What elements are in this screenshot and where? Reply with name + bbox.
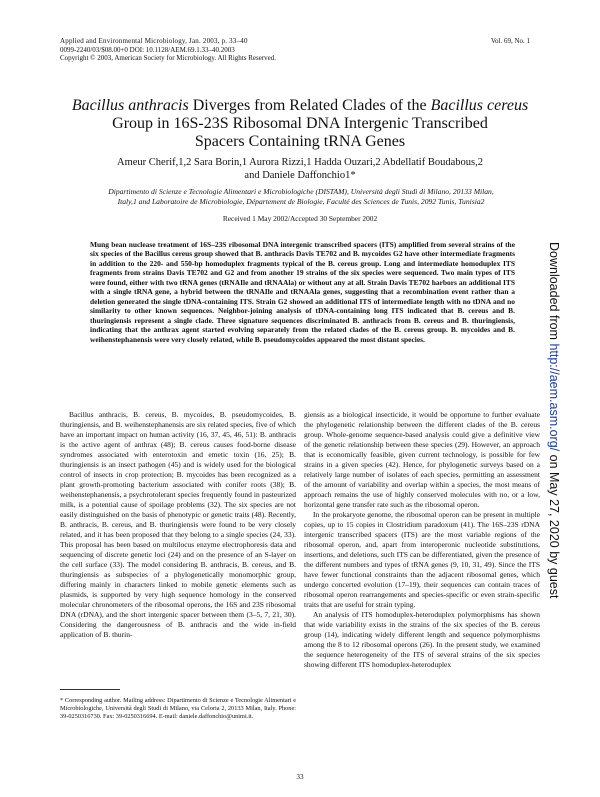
- body-paragraph: An analysis of ITS homoduplex-heteroduplex polymorphisms has shown that wide variability exists in the strains of the six species of the B. cereus group (14), indicating widely different length and sequence polymorphisms among the 8 to 12 ribosomal operons (26). In the present study, we examined the sequence heterogeneity of the ITS of several strains of the six species showing different ITS homoduplex-heteroduplex: [304, 610, 540, 670]
- article-title: [60, 97, 540, 151]
- body-column-left: [60, 410, 296, 640]
- title-line2: Group in 16S-23S Ribosomal DNA Intergenic Transcribed: [112, 115, 488, 132]
- body-column-right: [304, 410, 540, 670]
- watermark-prefix: Downloaded from: [547, 242, 561, 344]
- authors-line2: and Daniele Daffonchio1*: [244, 170, 356, 181]
- abstract: Mung bean nuclease treatment of 16S–23S ribosomal DNA intergenic transcribed spacers (ITS) amplified from several strains of the six species of the Bacillus cereus group showed that B. anthracis Davis TE702 and B. mycoides G2 have other intermediate fragments in addition to the 220- and 550-bp homoduplex fragments typical of the B. cereus group. Long and intermediate homoduplex ITS fragments from strains Davis TE702 and G2 and from another 19 strains of the six species were sequenced. Two main types of ITS were found, either with two tRNA genes (tRNAIle and tRNAAla) or without any at all. Strain Davis TE702 harbors an additional ITS with a single tRNA gene, a hybrid between the tRNAIle and tRNAAla genes, suggesting that a recombination event rather than a deletion generated the single tDNA-containing ITS. Strain G2 showed an additional ITS of intermediate length with no tDNA and no similarity to other known sequences. Neighbor-joining analysis of tDNA-containing long ITS indicated that B. cereus and B. thuringiensis represent a single clade. Three signature sequences discriminated B. anthracis from B. cereus and B. thuringiensis, indicating that the anthrax agent started evolving separately from the related clades of the B. cereus group. B. mycoides and B. weihenstephanensis were very closely related, while B. pseudomycoides appeared the most distant species.: [90, 240, 515, 344]
- page-number: 33: [296, 773, 304, 781]
- watermark-suffix: on May 27, 2020 by guest: [547, 451, 561, 599]
- running-header: [60, 37, 276, 63]
- corresponding-author-footnote: * Corresponding author. Mailing address: Dipartimento di Scienze e Tecnologie Alimentari e Microbiologiche, Università degli Studi di Milano, via Celoria 2, 20133 Milan, Italy. Phone: 39-0250316730. Fax: 39-0250316694. E-mail: daniele.daffonchio@unimi.it.: [60, 697, 296, 720]
- journal-site-link[interactable]: http://aem.asm.org/: [547, 343, 561, 452]
- title-species-b: Bacillus cereus: [430, 97, 529, 114]
- volume-issue: Vol. 69, No. 1: [490, 37, 530, 45]
- received-accepted-dates: Received 1 May 2002/Accepted 30 September 2002: [222, 214, 378, 223]
- issn-doi: 0099-2240/03/$08.00+0 DOI: 10.1128/AEM.69.1.33–40.2003: [60, 45, 235, 54]
- affiliations: [62, 187, 540, 207]
- body-paragraph: giensis as a biological insecticide, it would be opportune to further evaluate the phylogenetic relationship between the different clades of the B. cereus group. Whole-genome sequence-based analysis could give a definitive view of the genetic relationship between these species (29). However, an approach that is economically feasible, given current technology, is possible for few strains in a given species (42). Hence, for phylogenetic surveys based on a relatively large number of isolates of each species, permitting an assessment of the amount of variability and overlap within a species, the most means of approach remains the use of highly conserved molecules with no, or a low, horizontal gene transfer rate such as the ribosomal operon.: [304, 410, 540, 510]
- copyright-line: Copyright © 2003, American Society for Microbiology. All Rights Reserved.: [60, 54, 277, 63]
- title-line3: Spacers Containing tRNA Genes: [194, 133, 406, 150]
- journal-citation: Applied and Environmental Microbiology, Jan. 2003, p. 33–40: [60, 37, 248, 45]
- affiliation-line2: Italy,1 and Laboratoire de Microbiologie, Département de Biologie, Faculté des Sciences de Tunis, 2092 Tunis, Tunisia2: [117, 197, 485, 206]
- download-watermark: [543, 242, 561, 722]
- affiliation-line1: Dipartimento di Scienze e Tecnologie Alimentari e Microbiologiche (DISTAM), Università degli Studi di Milano, 20133 Milan,: [108, 187, 494, 196]
- title-line1-text: Diverges from Related Clades of the: [188, 97, 431, 114]
- body-paragraph: Bacillus anthracis, B. cereus, B. mycoides, B. pseudomycoides, B. thuringiensis, and B. weihenstephanensis are six related species, five of which have an important impact on human activity (16, 37, 45, 46, 51): B. anthracis is the active agent of anthrax (48); B. cereus causes food-borne disease syndromes associated with enterotoxin and emetic toxin (16, 25); B. thuringiensis is an insect pathogen (45) and is widely used for the biological control of insects in crop protection; B. mycoides has been recognized as a plant growth-promoting bacterium associated with conifer roots (38); B. weihenstephanensis, a psychrotolerant species frequently found in pasteurized milk, is a potential cause of spoilage problems (32). The six species are not easily distinguished on the basis of phenotypic or genetic traits (48). Recently, B. anthracis, B. cereus, and B. thuringiensis were found to be very closely related, and it has been proposed that they belong to a single species (24, 33). This proposal has been based on multilocus enzyme electrophoresis data and sequencing of discrete genetic loci (24) and on the presence of an S-layer on the cell surface (33). The model considering B. anthracis, B. cereus, and B. thuringiensis as subspecies of a phylogenetically monomorphic group, differing mainly in characters linked to mobile genetic elements such as plasmids, is supported by very high sequence homology in the conserved molecular chronometers of the ribosomal operons, the 16S and 23S ribosomal DNA (rDNA), and the short intergenic spacer between them (3–5, 7, 21, 30). Considering the dangerousness of B. anthracis and the wide in-field application of B. thurin-: [60, 410, 296, 640]
- authors-line1: Ameur Cherif,1,2 Sara Borin,1 Aurora Rizzi,1 Hadda Ouzari,2 Abdellatif Boudabous,2: [117, 157, 483, 168]
- title-species-a: Bacillus anthracis: [71, 97, 189, 114]
- body-paragraph: In the prokaryote genome, the ribosomal operon can be present in multiple copies, up to 15 copies in Clostridium paradoxum (41). The 16S–23S rDNA intergenic transcribed spacers (ITS) are the most variable regions of the ribosomal operon, and, apart from interoperonic nucleotide substitutions, insertions, and deletions, such ITS can be differentiated, given the presence of the different numbers and types of tRNA genes (9, 10, 31, 49). Since the ITS have fewer functional constraints than the adjacent ribosomal genes, which undergo concerted evolution (17–19), their sequences can contain traces of ribosomal operon rearrangements and species-specific or even strain-specific traits that are useful for strain typing.: [304, 510, 540, 610]
- footnote-divider: [60, 689, 120, 690]
- author-list: [60, 156, 540, 182]
